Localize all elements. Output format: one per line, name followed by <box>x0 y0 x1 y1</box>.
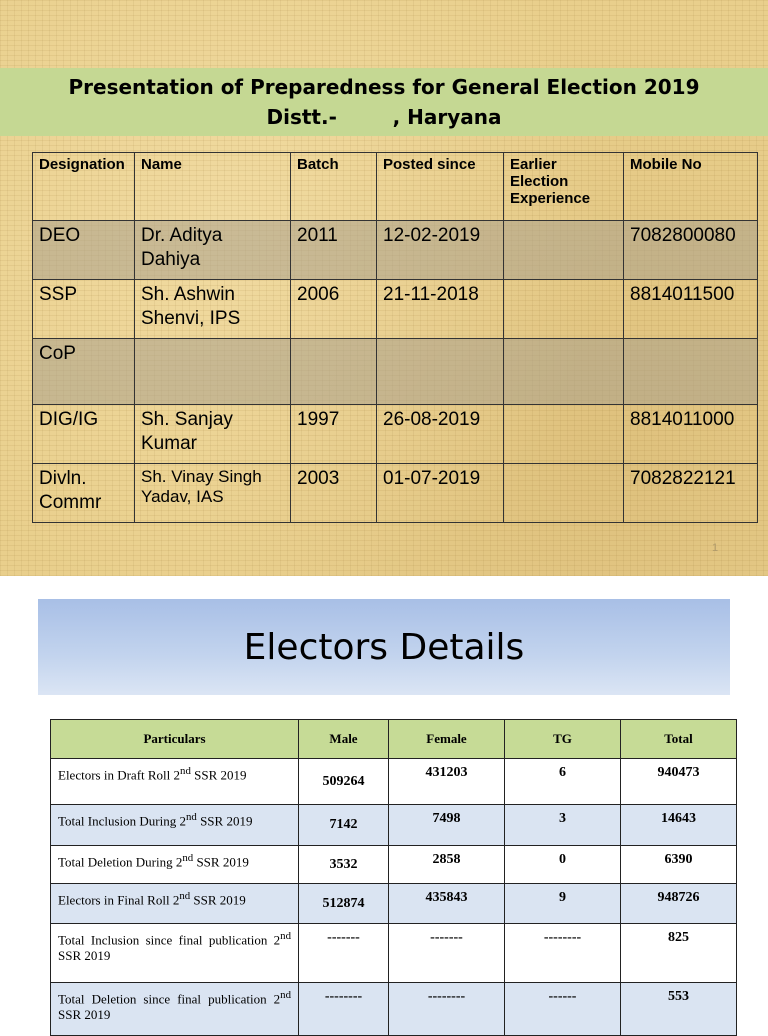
male-cell: 509264 <box>299 759 389 805</box>
experience-cell <box>504 339 624 405</box>
experience-cell <box>504 221 624 280</box>
total-cell: 948726 <box>621 884 737 924</box>
particular-cell: Total Deletion During 2nd SSR 2019 <box>51 846 299 884</box>
mobile-cell <box>624 339 758 405</box>
mobile-cell: 7082800080 <box>624 221 758 280</box>
mobile-cell: 8814011500 <box>624 280 758 339</box>
female-cell: ------- <box>389 924 505 983</box>
batch-cell: 1997 <box>291 405 377 464</box>
designation-cell: DIG/IG <box>33 405 135 464</box>
experience-cell <box>504 405 624 464</box>
designation-cell: Divln. Commr <box>33 464 135 523</box>
column-header: Earlier Election Experience <box>504 153 624 221</box>
column-header: Batch <box>291 153 377 221</box>
experience-cell <box>504 280 624 339</box>
female-cell: 435843 <box>389 884 505 924</box>
slide-subtitle: Distt.- , Haryana <box>266 105 502 129</box>
table-row <box>33 405 758 464</box>
table-row <box>51 884 737 924</box>
particular-cell: Total Inclusion since final publication 2nd SSR 2019 <box>51 924 299 983</box>
slide-title: Presentation of Preparedness for General Election 2019 <box>68 75 700 99</box>
name-cell: Sh. Ashwin Shenvi, IPS <box>135 280 291 339</box>
mobile-cell: 7082822121 <box>624 464 758 523</box>
table-row <box>51 805 737 846</box>
tg-cell: 9 <box>505 884 621 924</box>
female-cell: 431203 <box>389 759 505 805</box>
name-cell <box>135 339 291 405</box>
posted-since-cell: 01-07-2019 <box>377 464 504 523</box>
electors-table <box>50 719 737 1036</box>
designation-cell: DEO <box>33 221 135 280</box>
male-cell: 7142 <box>299 805 389 846</box>
column-header: Total <box>621 720 737 759</box>
table-header-row <box>33 153 758 221</box>
male-cell: 3532 <box>299 846 389 884</box>
column-header: Name <box>135 153 291 221</box>
column-header: Designation <box>33 153 135 221</box>
table-row <box>51 983 737 1036</box>
female-cell: 7498 <box>389 805 505 846</box>
batch-cell: 2006 <box>291 280 377 339</box>
tg-cell: 6 <box>505 759 621 805</box>
table-row <box>33 339 758 405</box>
batch-cell: 2011 <box>291 221 377 280</box>
tg-cell: -------- <box>505 924 621 983</box>
table-row <box>51 759 737 805</box>
total-cell: 940473 <box>621 759 737 805</box>
particular-cell: Electors in Final Roll 2nd SSR 2019 <box>51 884 299 924</box>
posted-since-cell: 21-11-2018 <box>377 280 504 339</box>
tg-cell: 3 <box>505 805 621 846</box>
total-cell: 825 <box>621 924 737 983</box>
column-header: Female <box>389 720 505 759</box>
particular-cell: Total Deletion since final publication 2nd SSR 2019 <box>51 983 299 1036</box>
tg-cell: 0 <box>505 846 621 884</box>
page-number: 1 <box>712 542 719 554</box>
mobile-cell: 8814011000 <box>624 405 758 464</box>
designation-cell: SSP <box>33 280 135 339</box>
batch-cell: 2003 <box>291 464 377 523</box>
total-cell: 14643 <box>621 805 737 846</box>
male-cell: ------- <box>299 924 389 983</box>
column-header: TG <box>505 720 621 759</box>
officers-table <box>32 152 758 523</box>
particular-cell: Electors in Draft Roll 2nd SSR 2019 <box>51 759 299 805</box>
table-row <box>33 464 758 523</box>
total-cell: 6390 <box>621 846 737 884</box>
posted-since-cell: 12-02-2019 <box>377 221 504 280</box>
column-header: Mobile No <box>624 153 758 221</box>
column-header: Particulars <box>51 720 299 759</box>
table-header-row <box>51 720 737 759</box>
experience-cell <box>504 464 624 523</box>
table-row <box>33 280 758 339</box>
particular-cell: Total Inclusion During 2nd SSR 2019 <box>51 805 299 846</box>
tg-cell: ------ <box>505 983 621 1036</box>
table-row <box>51 846 737 884</box>
female-cell: 2858 <box>389 846 505 884</box>
name-cell: Sh. Sanjay Kumar <box>135 405 291 464</box>
male-cell: 512874 <box>299 884 389 924</box>
female-cell: -------- <box>389 983 505 1036</box>
column-header: Male <box>299 720 389 759</box>
name-cell: Dr. Aditya Dahiya <box>135 221 291 280</box>
table-row <box>33 221 758 280</box>
electors-title: Electors Details <box>38 599 730 695</box>
batch-cell <box>291 339 377 405</box>
posted-since-cell <box>377 339 504 405</box>
slide-title-band <box>0 68 768 136</box>
column-header: Posted since <box>377 153 504 221</box>
name-cell: Sh. Vinay Singh Yadav, IAS <box>135 464 291 523</box>
posted-since-cell: 26-08-2019 <box>377 405 504 464</box>
total-cell: 553 <box>621 983 737 1036</box>
male-cell: -------- <box>299 983 389 1036</box>
table-row <box>51 924 737 983</box>
designation-cell: CoP <box>33 339 135 405</box>
